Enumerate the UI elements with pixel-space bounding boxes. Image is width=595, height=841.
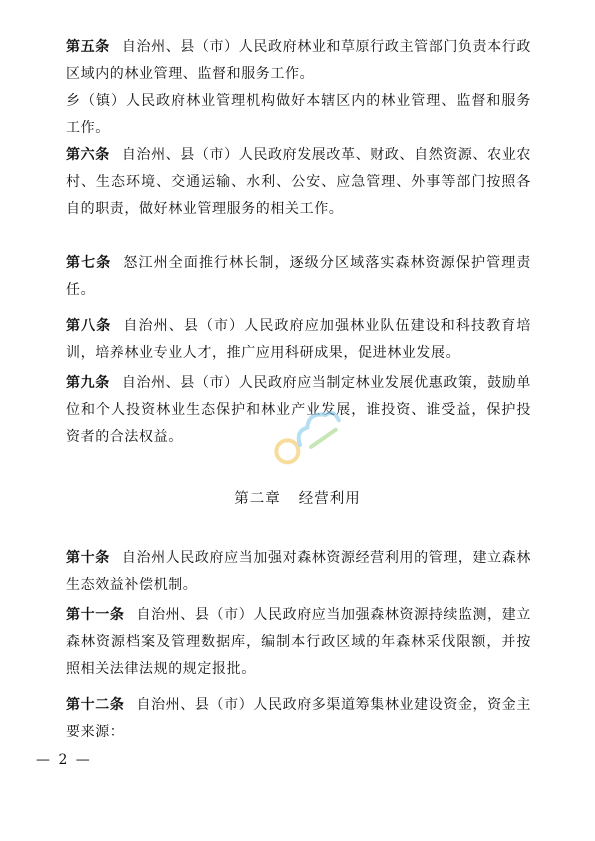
article-12	[66, 692, 531, 746]
cloud-logo-watermark-icon	[258, 392, 358, 472]
article-8	[66, 313, 531, 367]
article-7-text: 怒江州全面推行林长制，逐级分区域落实森林资源保护管理责任。	[66, 255, 531, 298]
article-10-number: 第十条	[66, 550, 110, 566]
article-6-text: 自治州、县（市）人民政府发展改革、财政、自然资源、农业农村、生态环境、交通运输、水利、公安、应急管理、外事等部门按照各自的职责，做好林业管理服务的相关工作。	[66, 147, 531, 217]
article-12-number: 第十二条	[66, 697, 125, 713]
article-9-text: 自治州、县（市）人民政府应当制定林业发展优惠政策，鼓励单位和个人投资林业生态保护和林业产业发展，谁投资、谁受益，保护投资者的合法权益。	[66, 375, 531, 445]
article-10-text: 自治州人民政府应当加强对森林资源经营利用的管理，建立森林生态效益补偿机制。	[66, 550, 531, 593]
article-11-text: 自治州、县（市）人民政府应当加强森林资源持续监测，建立森林资源档案及管理数据库，编制本行政区域的年森林采伐限额，并按照相关法律法规的规定报批。	[66, 607, 531, 677]
article-9-number: 第九条	[66, 375, 110, 391]
chapter-number: 第二章	[234, 491, 281, 507]
article-7	[66, 250, 531, 304]
article-5-paragraph-2	[66, 88, 531, 142]
article-12-text: 自治州、县（市）人民政府多渠道筹集林业建设资金，资金主要来源：	[66, 697, 531, 740]
article-5-paragraph-2-text: 乡（镇）人民政府林业管理机构做好本辖区内的林业管理、监督和服务工作。	[66, 93, 531, 136]
article-8-number: 第八条	[66, 318, 112, 334]
article-6	[66, 142, 531, 223]
article-5-text: 自治州、县（市）人民政府林业和草原行政主管部门负责本行政区域内的林业管理、监督和服务工作。	[66, 39, 531, 82]
article-8-text: 自治州、县（市）人民政府应加强林业队伍建设和科技教育培训，培养林业专业人才，推广应用科研成果，促进林业发展。	[66, 318, 531, 361]
article-7-number: 第七条	[66, 255, 112, 271]
page-number: — 2 —	[36, 752, 92, 768]
article-5	[66, 34, 531, 88]
article-10	[66, 545, 531, 599]
chapter-heading	[0, 487, 595, 508]
article-11	[66, 602, 531, 683]
article-5-number: 第五条	[66, 39, 110, 55]
article-6-number: 第六条	[66, 147, 110, 163]
chapter-title: 经营利用	[298, 491, 361, 507]
article-11-number: 第十一条	[66, 607, 125, 623]
